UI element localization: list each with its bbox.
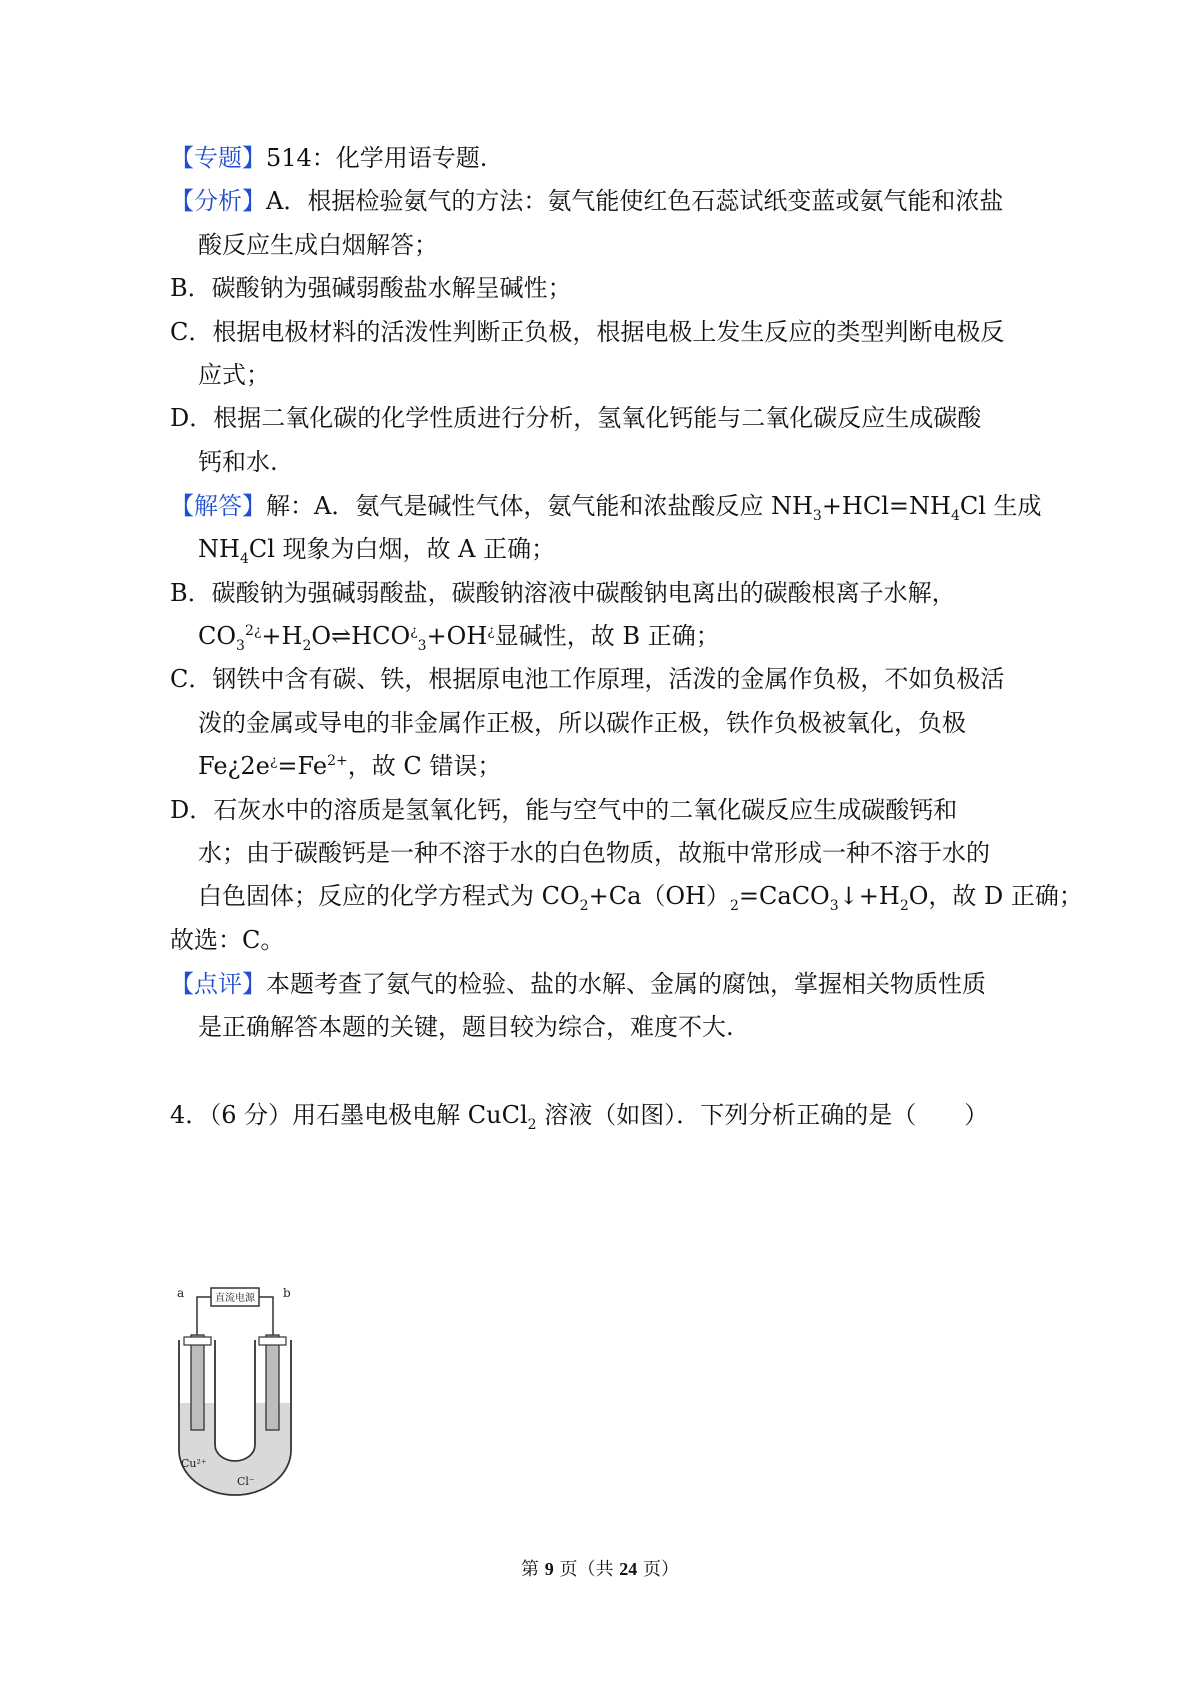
- answer-d3-text: 白色固体；反应的化学方程式为 CO: [198, 882, 580, 910]
- subscript: 2: [302, 637, 312, 654]
- terminal-a-label: a: [177, 1286, 185, 1300]
- subscript: 3: [236, 637, 245, 654]
- review-line-2: 是正确解答本题的关键，题目较为综合，难度不大.: [198, 1013, 734, 1041]
- answer-a1-tail: Cl 生成: [959, 492, 1042, 520]
- wire-b: [259, 1297, 273, 1340]
- electrode-left: [191, 1335, 204, 1430]
- question-4: [170, 1099, 988, 1131]
- stopper-left: [184, 1337, 211, 1345]
- subscript: 4: [950, 507, 960, 524]
- answer-c3-text: ，故 C 错误；: [347, 752, 502, 780]
- answer-line-d3: [198, 880, 1083, 912]
- subscript: 3: [417, 637, 427, 654]
- subscript: 3: [829, 897, 839, 914]
- analysis-a1: A．根据检验氨气的方法：氨气能使红色石蕊试纸变蓝或氨气能和浓盐: [266, 187, 1004, 215]
- analysis-d2: 钙和水.: [198, 448, 278, 476]
- footer-middle: 页（共: [553, 1559, 620, 1580]
- formula-part: +H: [261, 622, 303, 650]
- topic-line: [170, 142, 487, 174]
- dc-power-label: 直流电源: [215, 1293, 255, 1304]
- answer-d1: D．石灰水中的溶质是氢氧化钙，能与空气中的二氧化碳反应生成碳酸钙和: [170, 796, 958, 824]
- formula-part: ↓+H: [838, 882, 900, 910]
- analysis-b1: B．碳酸钠为强碱弱酸盐水解呈碱性；: [170, 274, 572, 302]
- answer-conclusion: 故选：C。: [170, 926, 285, 954]
- ion-cl-label: Cl⁻: [237, 1475, 255, 1488]
- formula-part: =CaCO: [738, 882, 830, 910]
- subscript: 2: [729, 897, 739, 914]
- stopper-right: [259, 1337, 286, 1345]
- answer-line-a1: [170, 490, 1042, 522]
- page-total: 24: [619, 1559, 638, 1579]
- answer-b1: B．碳酸钠为强碱弱酸盐，碳酸钠溶液中碳酸钠电离出的碳酸根离子水解，: [170, 579, 956, 607]
- answer-a1-text: 解：A．氨气是碱性气体，氨气能和浓盐酸反应 NH: [266, 492, 813, 520]
- terminal-b-label: b: [283, 1286, 291, 1300]
- subscript: 4: [239, 550, 249, 567]
- answer-a2-text: Cl 现象为白烟，故 A 正确；: [248, 535, 556, 563]
- superscript: ¿: [269, 753, 278, 769]
- analysis-a2: 酸反应生成白烟解答；: [198, 231, 438, 259]
- analysis-c1: C．根据电极材料的活泼性判断正负极，根据电极上发生反应的类型判断电极反: [170, 318, 1005, 346]
- subscript: 2: [527, 1116, 537, 1133]
- subscript: 2: [899, 897, 909, 914]
- review-line-1: [170, 968, 986, 1000]
- u-tube-inner: [215, 1340, 255, 1461]
- answer-c1: C．钢铁中含有碳、铁，根据原电池工作原理，活泼的金属作负极，不如负极活: [170, 665, 1005, 693]
- answer-line-a2: [198, 533, 555, 565]
- electrolysis-u-tube-diagram: [175, 1285, 295, 1500]
- answer-c2: 泼的金属或导电的非金属作正极，所以碳作正极，铁作负极被氧化，负极: [198, 709, 966, 737]
- superscript: 2+: [327, 753, 348, 769]
- subscript: 2: [579, 897, 589, 914]
- page-number: 9: [544, 1559, 554, 1579]
- formula-part: Fe¿2e: [198, 752, 270, 780]
- question-4-text: 4．（6 分）用石墨电极电解 CuCl: [170, 1101, 528, 1129]
- electrode-right: [266, 1335, 279, 1430]
- ion-cu-label: Cu²⁺: [181, 1457, 207, 1470]
- answer-a2-formula: NH: [198, 535, 240, 563]
- formula-part: O⇌HCO: [311, 622, 411, 650]
- answer-d2: 水；由于碳酸钙是一种不溶于水的白色物质，故瓶中常形成一种不溶于水的: [198, 839, 990, 867]
- formula-part: +Ca（OH）: [588, 882, 730, 910]
- answer-b2-text: 显碱性，故 B 正确；: [494, 622, 720, 650]
- review-text-1: 本题考查了氨气的检验、盐的水解、金属的腐蚀，掌握相关物质性质: [266, 970, 986, 998]
- topic-tag: 【专题】: [170, 144, 266, 172]
- topic-text: 514：化学用语专题.: [266, 144, 488, 172]
- formula-part: +OH: [426, 622, 488, 650]
- superscript: ¿: [410, 623, 418, 639]
- analysis-d1: D．根据二氧化碳的化学性质进行分析，氢氧化钙能与二氧化碳反应生成碳酸: [170, 404, 982, 432]
- answer-line-c3: [198, 750, 501, 782]
- answer-tag: 【解答】: [170, 492, 266, 520]
- superscript: ¿: [487, 623, 495, 639]
- analysis-tag: 【分析】: [170, 187, 266, 215]
- footer-suffix: 页）: [637, 1559, 679, 1580]
- wire-a: [197, 1297, 211, 1340]
- formula-part: CO: [198, 622, 237, 650]
- page-footer: [0, 1555, 1200, 1581]
- answer-line-b2: [198, 620, 720, 652]
- analysis-line-a1: [170, 185, 1003, 217]
- superscript: 2¿: [244, 623, 262, 639]
- subscript: 3: [812, 507, 822, 524]
- answer-a1-formula: +HCl=NH: [821, 492, 951, 520]
- analysis-c2: 应式；: [198, 361, 270, 389]
- review-tag: 【点评】: [170, 970, 266, 998]
- footer-prefix: 第: [521, 1559, 545, 1580]
- formula-part: =Fe: [277, 752, 328, 780]
- question-4-tail: 溶液（如图）．下列分析正确的是（ ）: [536, 1101, 989, 1129]
- answer-d3-tail: O，故 D 正确；: [908, 882, 1083, 910]
